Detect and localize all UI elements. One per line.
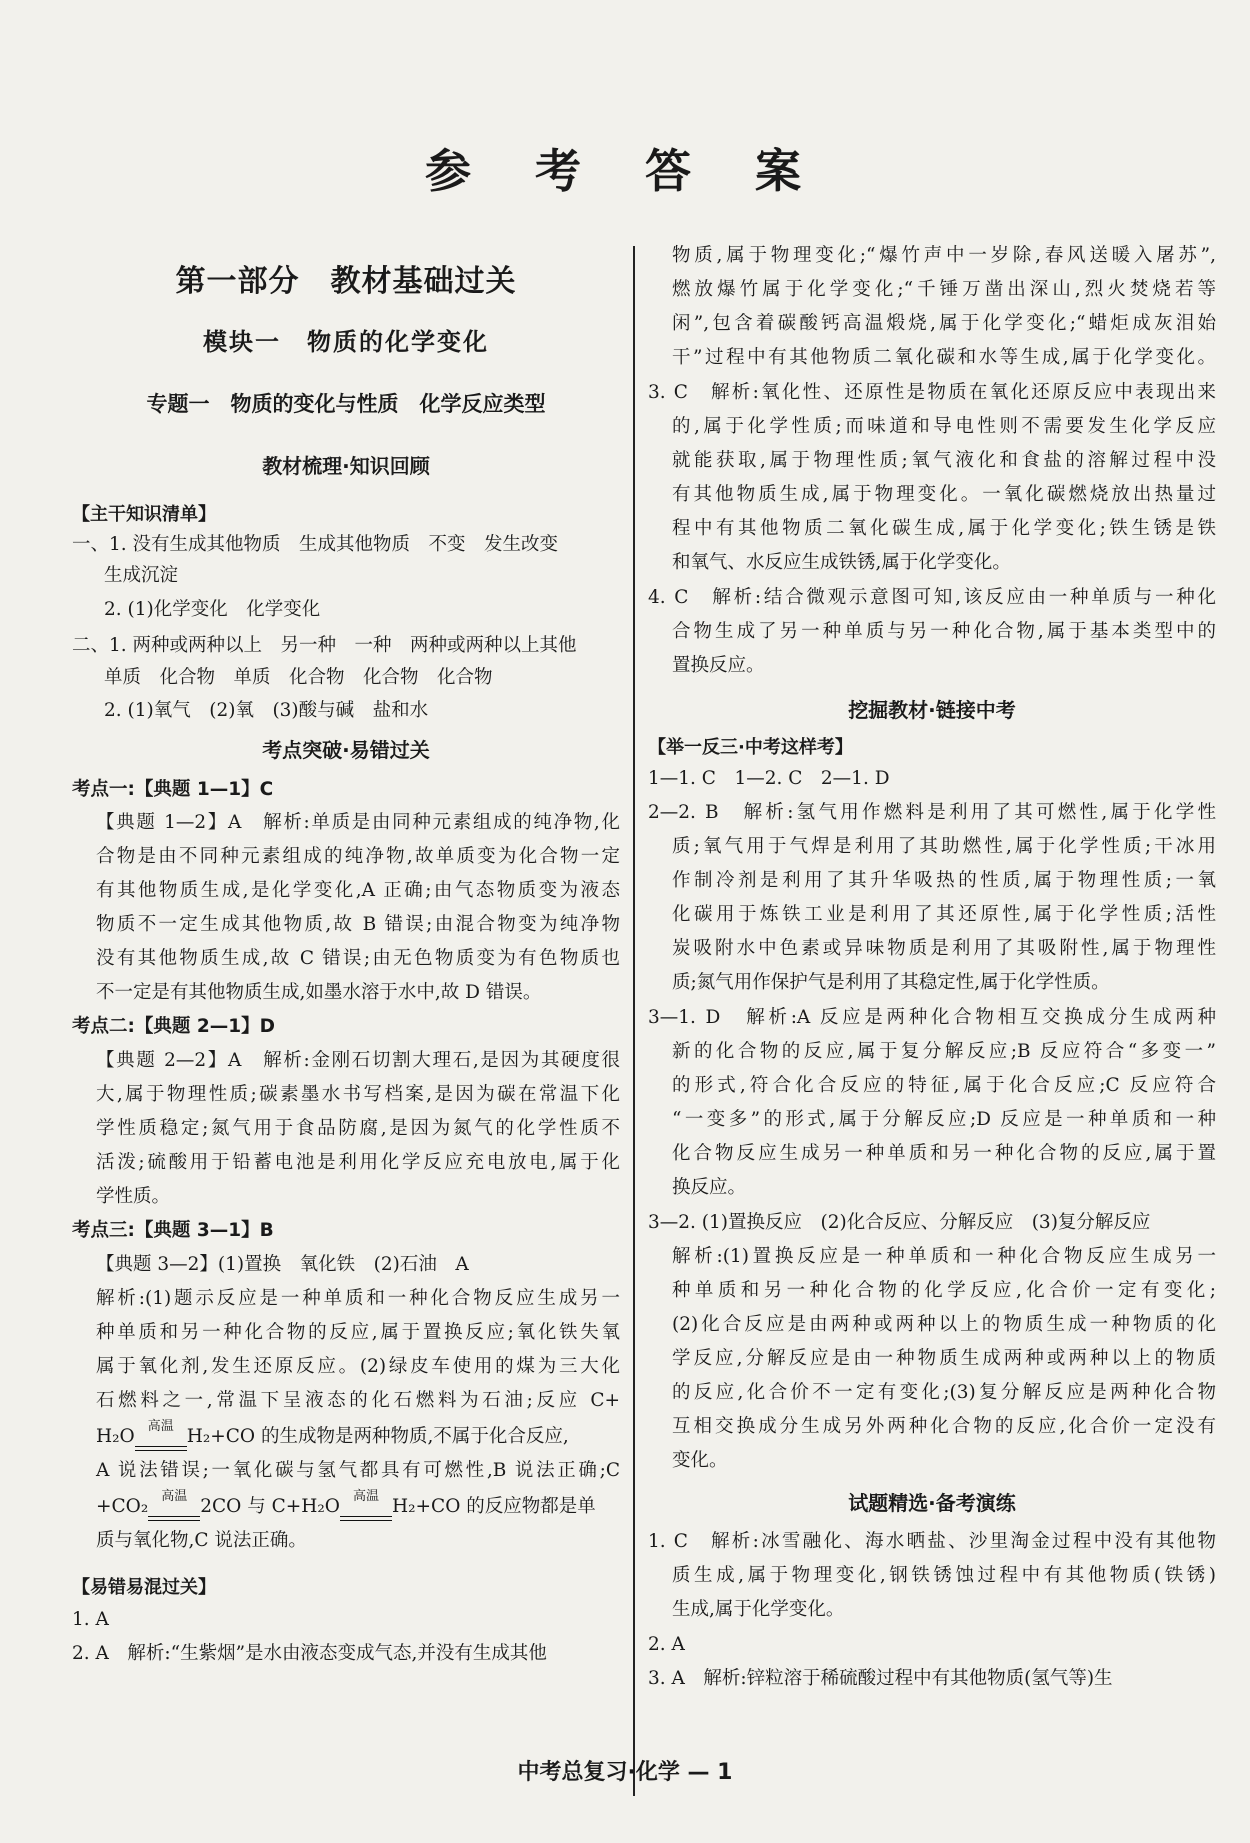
text-line: 就能获取,属于物理性质;氧气液化和食盐的溶解过程中没 <box>672 450 1216 471</box>
text-line: 质;氧气用于气焊是利用了其助燃性,属于化学性质;干冰用 <box>672 836 1216 857</box>
text-line: 种单质和另一种化合物的反应,属于置换反应;氧化铁失氧 <box>96 1322 620 1343</box>
text-line: 的,属于化学性质;而味道和导电性则不需要发生化学反应 <box>672 416 1216 437</box>
text-line: 合物是由不同种元素组成的纯净物,故单质变为化合物一定 <box>96 846 620 867</box>
section-heading: 试题精选·备考演练 <box>848 1491 1016 1515</box>
text-line: “一变多”的形式,属于分解反应;D 反应是一种单质和一种 <box>672 1109 1216 1130</box>
formula-text: H₂+CO 的反应物都是单 <box>391 1496 596 1517</box>
section-heading: 教材梳理·知识回顾 <box>262 454 430 478</box>
text-line: 生成沉淀 <box>104 565 179 586</box>
page-footer: 中考总复习·化学 — 1 <box>517 1760 733 1785</box>
condition-label: 高温 <box>352 1489 379 1504</box>
text-line: 变化。 <box>672 1450 728 1471</box>
condition-label: 高温 <box>147 1419 174 1434</box>
text-line: 2. A 解析:“生紫烟”是水由液态变成气态,并没有生成其他 <box>72 1643 547 1664</box>
text-line: 有其他物质生成,属于物理变化。一氧化碳燃烧放出热量过 <box>672 484 1216 505</box>
bracket-heading: 【主干知识清单】 <box>72 504 216 525</box>
text-line: 质与氧化物,C 说法正确。 <box>96 1530 307 1551</box>
text-line: 石燃料之一,常温下呈液态的化石燃料为石油;反应 C+ <box>96 1390 620 1411</box>
column-divider <box>633 246 635 1796</box>
text-line: 的反应,化合价不一定有变化;(3)复分解反应是两种化合物 <box>672 1382 1216 1403</box>
text-line: 换反应。 <box>672 1177 747 1198</box>
text-line: 活泼;硫酸用于铅蓄电池是利用化学反应充电放电,属于化 <box>96 1152 620 1173</box>
text-line: 3—1. D 解析:A 反应是两种化合物相互交换成分生成两种 <box>648 1007 1216 1028</box>
text-line: 解析:(1)题示反应是一种单质和一种化合物反应生成另一 <box>96 1288 620 1309</box>
formula-text: H₂+CO 的生成物是两种物质,不属于化合反应, <box>186 1426 569 1447</box>
text-line: 3. C 解析:氧化性、还原性是物质在氧化还原反应中表现出来 <box>648 382 1216 403</box>
text-line: 1—1. C 1—2. C 2—1. D <box>648 768 890 789</box>
text-line: 程中有其他物质二氧化碳生成,属于化学变化;铁生锈是铁 <box>672 518 1216 539</box>
text-line: A 说法错误;一氧化碳与氢气都具有可燃性,B 说法正确;C <box>96 1460 620 1481</box>
bracket-heading: 【易错易混过关】 <box>72 1577 216 1598</box>
text-line: 新的化合物的反应,属于复分解反应;B 反应符合“多变一” <box>672 1041 1216 1062</box>
text-line: 干”过程中有其他物质二氧化碳和水等生成,属于化学变化。 <box>672 347 1216 368</box>
condition-label: 高温 <box>161 1489 188 1504</box>
text-line: 二、1. 两种或两种以上 另一种 一种 两种或两种以上其他 <box>72 635 577 656</box>
kaodian-line: 考点二:【典题 2—1】D <box>72 1016 275 1037</box>
text-line: 燃放爆竹属于化学变化;“千锤万凿出深山,烈火焚烧若等 <box>672 279 1216 300</box>
text-line: 炭吸附水中色素或异味物质是利用了其吸附性,属于物理性 <box>672 938 1216 959</box>
text-line: 2. (1)化学变化 化学变化 <box>104 599 321 620</box>
text-line: 和氧气、水反应生成铁锈,属于化学变化。 <box>672 552 1011 573</box>
kaodian-line: 考点一:【典题 1—1】C <box>72 779 274 800</box>
text-line: 物质,属于物理变化;“爆竹声中一岁除,春风送暖入屠苏”, <box>672 245 1216 266</box>
kaodian-line: 考点三:【典题 3—1】B <box>72 1220 274 1241</box>
text-line: 【典题 1—2】A 解析:单质是由同种元素组成的纯净物,化 <box>96 812 620 833</box>
text-line: 1. C 解析:冰雪融化、海水晒盐、沙里淘金过程中没有其他物 <box>648 1531 1216 1552</box>
text-line: 4. C 解析:结合微观示意图可知,该反应由一种单质与一种化 <box>648 587 1216 608</box>
bracket-heading: 【举一反三·中考这样考】 <box>648 737 853 758</box>
text-line: 作制冷剂是利用了其升华吸热的性质,属于物理性质;一氧 <box>672 870 1216 891</box>
text-line: 【典题 3—2】(1)置换 氧化铁 (2)石油 A <box>96 1254 469 1275</box>
text-line: 化碳用于炼铁工业是利用了其还原性,属于化学性质;活性 <box>672 904 1216 925</box>
topic-title: 专题一 物质的变化与性质 化学反应类型 <box>146 392 546 416</box>
text-line: 1. A <box>72 1609 109 1630</box>
text-line: 的形式,符合化合反应的特征,属于化合反应;C 反应符合 <box>672 1075 1216 1096</box>
text-line: 2. (1)氧气 (2)氧 (3)酸与碱 盐和水 <box>104 700 429 721</box>
text-line: 一、1. 没有生成其他物质 生成其他物质 不变 发生改变 <box>72 534 559 555</box>
text-line: 生成,属于化学变化。 <box>672 1599 845 1620</box>
formula-text: H₂O <box>96 1426 135 1447</box>
text-line: 3. A 解析:锌粒溶于稀硫酸过程中有其他物质(氢气等)生 <box>648 1668 1113 1689</box>
text-line: 2—2. B 解析:氢气用作燃料是利用了其可燃性,属于化学性 <box>648 802 1216 823</box>
formula-line <box>72 1419 620 1451</box>
text-line: (2)化合反应是由两种或两种以上的物质生成一种物质的化 <box>672 1314 1216 1335</box>
reaction-condition <box>340 1489 392 1521</box>
formula-text: +CO₂ <box>96 1496 149 1517</box>
text-line: 2. A <box>648 1634 685 1655</box>
formula-line <box>72 1489 620 1521</box>
text-line: 单质 化合物 单质 化合物 化合物 化合物 <box>104 667 493 688</box>
text-line: 学性质稳定;氮气用于食品防腐,是因为氮气的化学性质不 <box>96 1118 620 1139</box>
text-line: 【典题 2—2】A 解析:金刚石切割大理石,是因为其硬度很 <box>96 1050 620 1071</box>
text-line: 属于氧化剂,发生还原反应。(2)绿皮车使用的煤为三大化 <box>96 1356 620 1377</box>
module-title: 模块一 物质的化学变化 <box>203 327 489 356</box>
part-title: 第一部分 教材基础过关 <box>175 264 517 299</box>
text-line: 没有其他物质生成,故 C 错误;由无色物质变为有色物质也 <box>96 948 620 969</box>
text-line: 闲”,包含着碳酸钙高温煅烧,属于化学变化;“蜡炬成灰泪始 <box>672 313 1216 334</box>
reaction-condition <box>135 1419 187 1451</box>
section-heading: 挖掘教材·链接中考 <box>848 698 1016 722</box>
text-line: 质生成,属于物理变化,钢铁锈蚀过程中有其他物质(铁锈) <box>672 1565 1216 1586</box>
page-title: 参 考 答 案 <box>424 144 826 198</box>
text-line: 解析:(1)置换反应是一种单质和一种化合物反应生成另一 <box>672 1246 1216 1267</box>
text-line: 学反应,分解反应是由一种物质生成两种或两种以上的物质 <box>672 1348 1216 1369</box>
formula-text: 2CO 与 C+H₂O <box>200 1496 340 1517</box>
text-line: 物质不一定生成其他物质,故 B 错误;由混合物变为纯净物 <box>96 914 620 935</box>
section-heading: 考点突破·易错过关 <box>262 738 430 762</box>
text-line: 置换反应。 <box>672 655 765 676</box>
text-line: 学性质。 <box>96 1186 171 1207</box>
text-line: 质;氮气用作保护气是利用了其稳定性,属于化学性质。 <box>672 972 1110 993</box>
text-line: 有其他物质生成,是化学变化,A 正确;由气态物质变为液态 <box>96 880 620 901</box>
text-line: 合物生成了另一种单质与另一种化合物,属于基本类型中的 <box>672 621 1216 642</box>
text-line: 种单质和另一种化合物的化学反应,化合价一定有变化; <box>672 1280 1216 1301</box>
text-line: 不一定是有其他物质生成,如墨水溶于水中,故 D 错误。 <box>96 982 542 1003</box>
text-line: 3—2. (1)置换反应 (2)化合反应、分解反应 (3)复分解反应 <box>648 1212 1151 1233</box>
text-line: 大,属于物理性质;碳素墨水书写档案,是因为碳在常温下化 <box>96 1084 620 1105</box>
reaction-condition <box>148 1489 200 1521</box>
text-line: 互相交换成分生成另外两种化合物的反应,化合价一定没有 <box>672 1416 1216 1437</box>
text-line: 化合物反应生成另一种单质和另一种化合物的反应,属于置 <box>672 1143 1216 1164</box>
